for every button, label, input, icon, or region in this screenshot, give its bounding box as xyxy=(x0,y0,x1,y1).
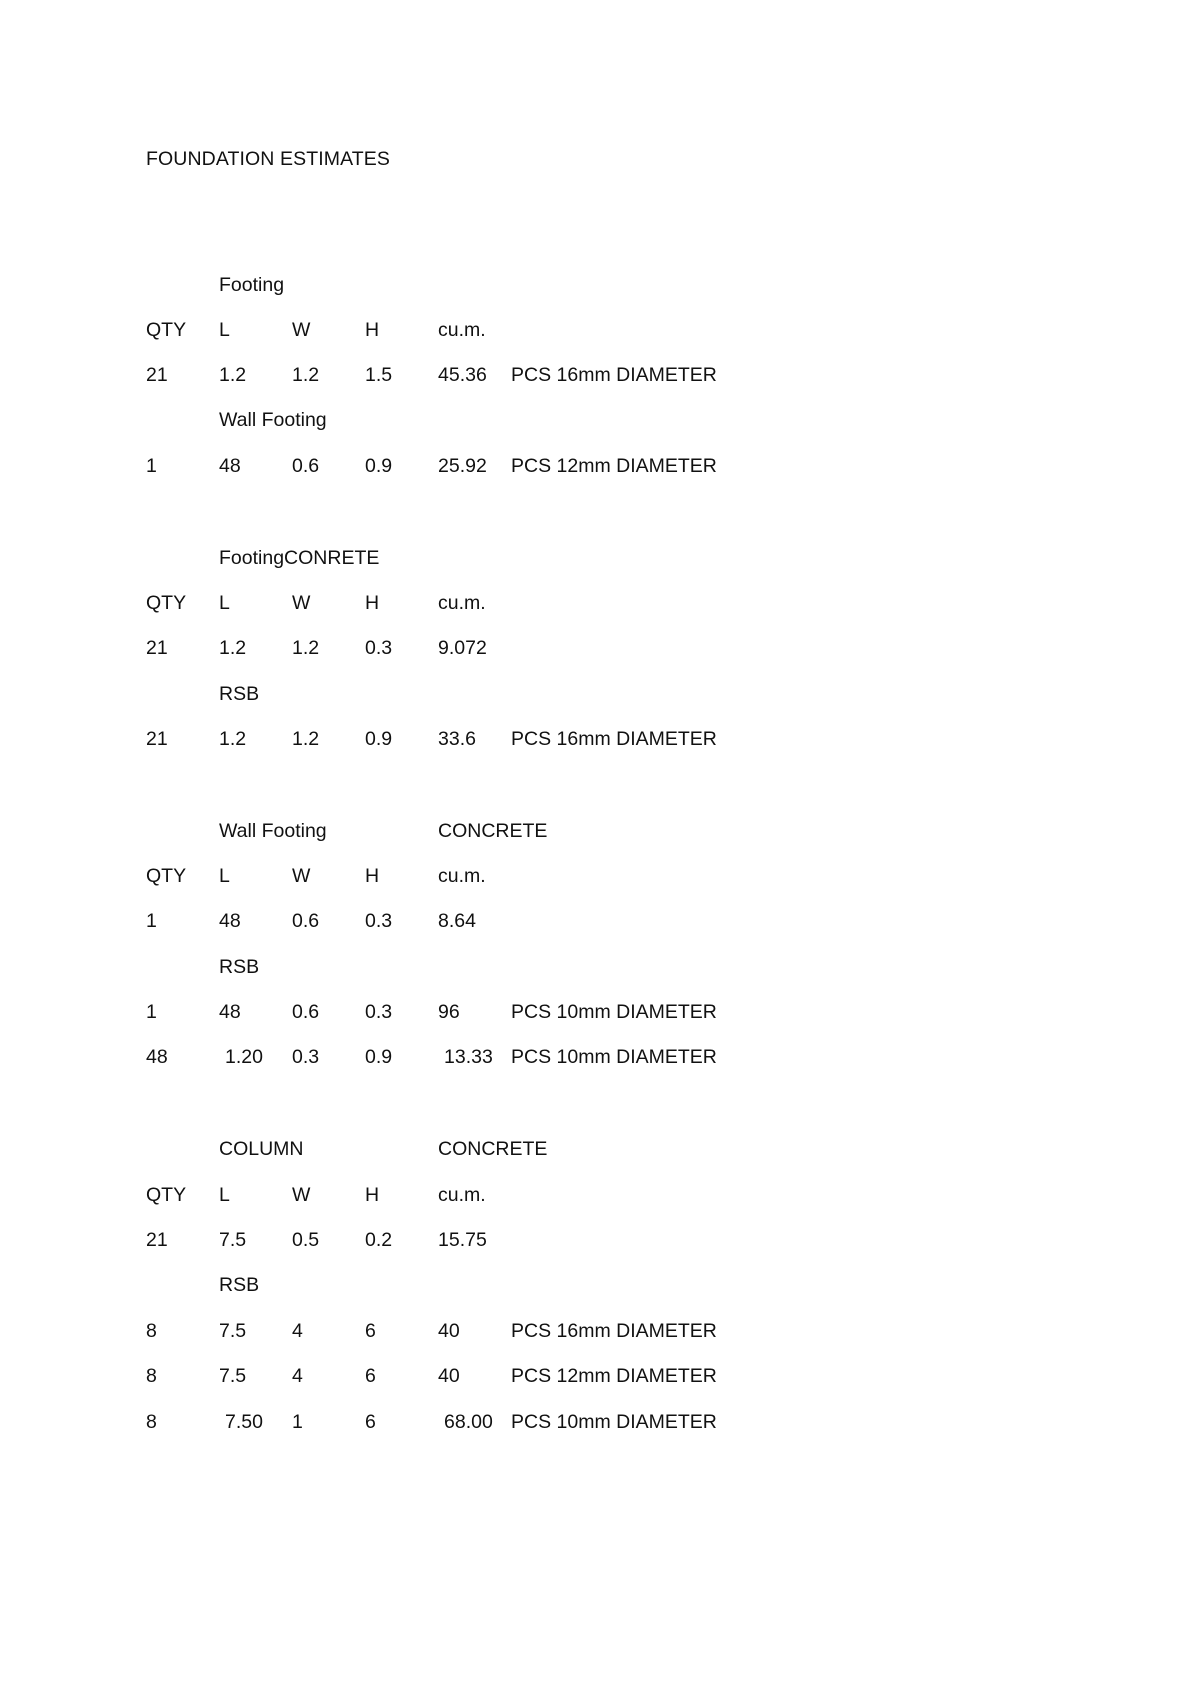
height-cell: 0.3 xyxy=(365,637,393,659)
note-cell: PCS 12mm DIAMETER xyxy=(511,455,717,477)
estimate-line xyxy=(0,1138,800,1164)
volume-cell: 45.36 xyxy=(438,364,487,386)
width-cell: 0.3 xyxy=(292,1046,320,1068)
qty-cell: 1 xyxy=(146,910,157,932)
height-cell: 1.5 xyxy=(365,364,393,386)
width-cell: W xyxy=(292,319,311,341)
length-cell: 48 xyxy=(219,910,241,932)
estimate-line xyxy=(0,455,800,481)
qty-cell: 8 xyxy=(146,1411,157,1433)
length-cell: L xyxy=(219,865,230,887)
volume-cell: 13.33 xyxy=(444,1046,493,1068)
estimate-line xyxy=(0,728,800,754)
volume-cell: 40 xyxy=(438,1320,460,1342)
qty-cell: 21 xyxy=(146,637,168,659)
width-cell: 4 xyxy=(292,1320,303,1342)
note-cell: PCS 16mm DIAMETER xyxy=(511,364,717,386)
estimate-line xyxy=(0,865,800,891)
width-cell: W xyxy=(292,865,311,887)
height-cell: 0.2 xyxy=(365,1229,393,1251)
estimate-line xyxy=(0,637,800,663)
estimate-line xyxy=(0,592,800,618)
qty-cell: 21 xyxy=(146,1229,168,1251)
height-cell: H xyxy=(365,592,380,614)
width-cell: 1.2 xyxy=(292,728,320,750)
width-cell: 0.6 xyxy=(292,1001,320,1023)
length-cell: RSB xyxy=(219,1274,260,1296)
height-cell: H xyxy=(365,865,380,887)
qty-cell: 1 xyxy=(146,1001,157,1023)
estimate-line xyxy=(0,409,800,435)
qty-cell: QTY xyxy=(146,592,187,614)
volume-cell: 68.00 xyxy=(444,1411,493,1433)
estimate-line xyxy=(0,1320,800,1346)
height-cell: 0.9 xyxy=(365,1046,393,1068)
estimate-line xyxy=(0,1001,800,1027)
estimate-line xyxy=(0,683,800,709)
volume-cell: 25.92 xyxy=(438,455,487,477)
length-cell: 7.50 xyxy=(225,1411,263,1433)
width-cell: 1.2 xyxy=(292,364,320,386)
height-cell: 6 xyxy=(365,1365,376,1387)
estimate-line xyxy=(0,364,800,390)
estimate-line xyxy=(0,1229,800,1255)
estimate-line xyxy=(0,910,800,936)
estimate-line xyxy=(0,547,800,573)
length-cell: Wall Footing xyxy=(219,820,327,842)
length-cell: FootingCONRETE xyxy=(219,547,380,569)
qty-cell: 48 xyxy=(146,1046,168,1068)
note-cell: PCS 10mm DIAMETER xyxy=(511,1001,717,1023)
qty-cell: 8 xyxy=(146,1365,157,1387)
volume-cell: 33.6 xyxy=(438,728,476,750)
height-cell: 6 xyxy=(365,1411,376,1433)
volume-cell: 96 xyxy=(438,1001,460,1023)
length-cell: 7.5 xyxy=(219,1320,247,1342)
height-cell: 0.3 xyxy=(365,910,393,932)
height-cell: 0.3 xyxy=(365,1001,393,1023)
height-cell: 0.9 xyxy=(365,455,393,477)
volume-cell: CONCRETE xyxy=(438,820,548,842)
height-cell: 0.9 xyxy=(365,728,393,750)
note-cell: PCS 12mm DIAMETER xyxy=(511,1365,717,1387)
qty-cell: QTY xyxy=(146,319,187,341)
estimate-line xyxy=(0,820,800,846)
width-cell: 4 xyxy=(292,1365,303,1387)
height-cell: H xyxy=(365,1184,380,1206)
estimate-line xyxy=(0,274,800,300)
width-cell: W xyxy=(292,592,311,614)
length-cell: 1.20 xyxy=(225,1046,263,1068)
note-cell: PCS 10mm DIAMETER xyxy=(511,1411,717,1433)
note-cell: PCS 16mm DIAMETER xyxy=(511,1320,717,1342)
width-cell: W xyxy=(292,1184,311,1206)
length-cell: 1.2 xyxy=(219,637,247,659)
width-cell: 1.2 xyxy=(292,637,320,659)
note-cell: PCS 10mm DIAMETER xyxy=(511,1046,717,1068)
volume-cell: cu.m. xyxy=(438,592,486,614)
estimate-line xyxy=(0,1274,800,1300)
estimate-line xyxy=(0,1046,800,1072)
length-cell: L xyxy=(219,319,230,341)
volume-cell: 8.64 xyxy=(438,910,476,932)
qty-cell: 21 xyxy=(146,728,168,750)
length-cell: 7.5 xyxy=(219,1229,247,1251)
height-cell: H xyxy=(365,319,380,341)
estimate-line xyxy=(0,1365,800,1391)
volume-cell: CONCRETE xyxy=(438,1138,548,1160)
length-cell: L xyxy=(219,592,230,614)
qty-cell: 21 xyxy=(146,364,168,386)
width-cell: 0.6 xyxy=(292,455,320,477)
width-cell: 1 xyxy=(292,1411,303,1433)
length-cell: Footing xyxy=(219,274,285,296)
length-cell: 1.2 xyxy=(219,728,247,750)
volume-cell: 9.072 xyxy=(438,637,487,659)
length-cell: RSB xyxy=(219,956,260,978)
qty-cell: 1 xyxy=(146,455,157,477)
length-cell: Wall Footing xyxy=(219,409,327,431)
estimate-line xyxy=(0,956,800,982)
length-cell: L xyxy=(219,1184,230,1206)
estimate-line xyxy=(0,319,800,345)
estimate-line xyxy=(0,1184,800,1210)
height-cell: 6 xyxy=(365,1320,376,1342)
volume-cell: cu.m. xyxy=(438,865,486,887)
qty-cell: 8 xyxy=(146,1320,157,1342)
length-cell: COLUMN xyxy=(219,1138,304,1160)
width-cell: 0.6 xyxy=(292,910,320,932)
volume-cell: cu.m. xyxy=(438,1184,486,1206)
volume-cell: 15.75 xyxy=(438,1229,487,1251)
document-title: FOUNDATION ESTIMATES xyxy=(146,148,390,170)
length-cell: 1.2 xyxy=(219,364,247,386)
note-cell: PCS 16mm DIAMETER xyxy=(511,728,717,750)
length-cell: 48 xyxy=(219,455,241,477)
length-cell: RSB xyxy=(219,683,260,705)
qty-cell: QTY xyxy=(146,865,187,887)
length-cell: 48 xyxy=(219,1001,241,1023)
width-cell: 0.5 xyxy=(292,1229,320,1251)
volume-cell: cu.m. xyxy=(438,319,486,341)
length-cell: 7.5 xyxy=(219,1365,247,1387)
volume-cell: 40 xyxy=(438,1365,460,1387)
qty-cell: QTY xyxy=(146,1184,187,1206)
estimate-line xyxy=(0,1411,800,1437)
